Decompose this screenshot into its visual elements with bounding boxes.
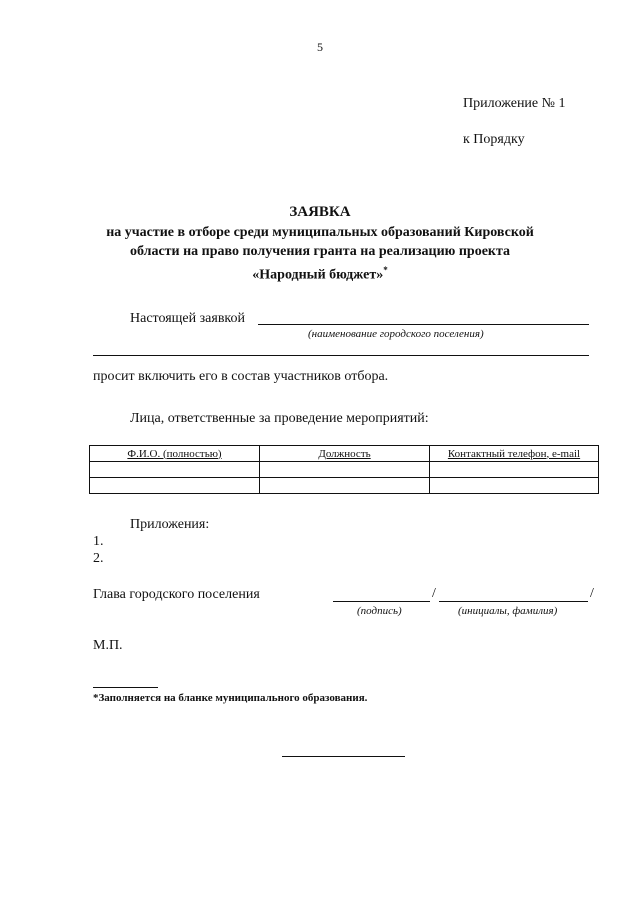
signature-caption: (подпись) xyxy=(357,605,402,617)
responsible-persons-table xyxy=(89,445,599,494)
footnote-divider xyxy=(93,687,158,688)
subtitle-line: на участие в отборе среди муниципальных образований Кировской xyxy=(106,225,534,240)
attachment-item: 1. xyxy=(93,534,104,549)
signature-separator: / xyxy=(432,586,436,601)
appendix-reference: к Порядку xyxy=(463,132,525,147)
footnote-text: *Заполняется на бланке муниципального образования. xyxy=(93,692,368,704)
signature-separator: / xyxy=(590,586,594,601)
attachment-item: 2. xyxy=(93,551,104,566)
signature-label: Глава городского поселения xyxy=(93,587,260,602)
appendix-number: Приложение № 1 xyxy=(463,96,566,111)
column-header-name: Ф.И.О. (полностью) xyxy=(90,446,260,462)
document-title: ЗАЯВКА xyxy=(289,204,351,220)
responsible-label: Лица, ответственные за проведение мероприятий: xyxy=(130,411,429,426)
subtitle-line: области на право получения гранта на реализацию проекта xyxy=(129,244,511,259)
table-cell[interactable] xyxy=(430,462,599,478)
applicant-name-line-2[interactable] xyxy=(93,355,589,356)
table-cell[interactable] xyxy=(90,478,260,494)
seal-placeholder: М.П. xyxy=(93,638,123,653)
name-line[interactable] xyxy=(439,601,588,602)
table-cell[interactable] xyxy=(90,462,260,478)
attachments-label: Приложения: xyxy=(130,517,210,532)
page-number: 5 xyxy=(317,40,323,54)
applicant-name-line[interactable] xyxy=(258,324,589,325)
table-row xyxy=(90,478,599,494)
closing-rule xyxy=(282,756,405,757)
applicant-caption: (наименование городского поселения) xyxy=(308,328,484,340)
request-text: просит включить его в состав участников отбора. xyxy=(93,369,389,384)
table-row xyxy=(90,462,599,478)
table-header-row xyxy=(90,446,599,462)
signature-line[interactable] xyxy=(333,601,430,602)
table-cell[interactable] xyxy=(430,478,599,494)
column-header-contact: Контактный телефон, e-mail xyxy=(430,446,599,462)
table-cell[interactable] xyxy=(260,462,430,478)
document-subtitle xyxy=(0,223,640,285)
subtitle-line: «Народный бюджет»* xyxy=(252,265,388,283)
column-header-position: Должность xyxy=(260,446,430,462)
footnote-mark: * xyxy=(383,265,388,275)
table-cell[interactable] xyxy=(260,478,430,494)
name-caption: (инициалы, фамилия) xyxy=(458,605,558,617)
applicant-label: Настоящей заявкой xyxy=(130,311,246,326)
